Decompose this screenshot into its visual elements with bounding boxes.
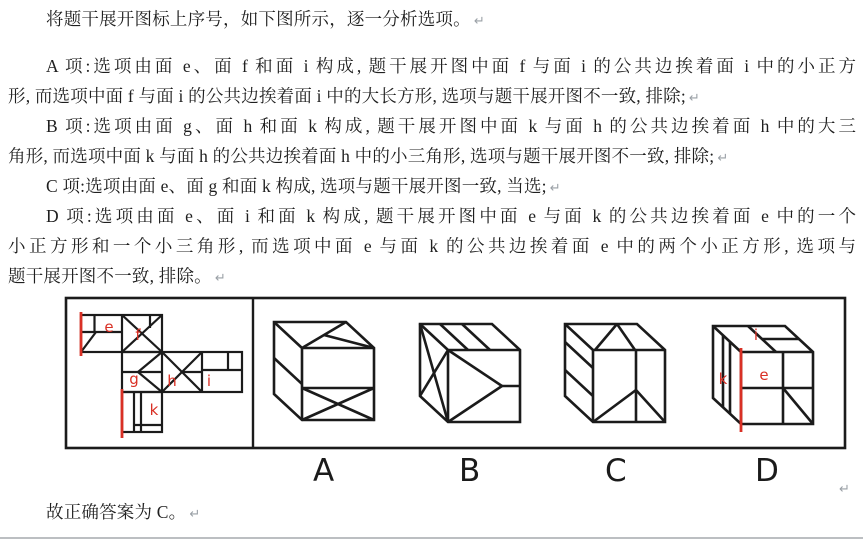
net-face-label-f: f: [135, 326, 141, 344]
puzzle-figure: [64, 296, 847, 450]
option-letter-a: A: [313, 453, 335, 489]
analysis-b-line1: B 项:选项由面 g、面 h 和面 k 构成, 题干展开图中面 k 与面 h 的公共边挨着面 h 中的大三: [46, 116, 856, 136]
figure-return-mark: ↵: [839, 482, 850, 497]
cube-option-a: [274, 322, 374, 420]
net-face-label-i: i: [206, 372, 212, 390]
paragraph-return-mark: ↵: [688, 91, 701, 106]
intro-line: [46, 8, 485, 33]
paragraph-return-mark: ↵: [189, 507, 201, 522]
bottom-divider-rule: [0, 537, 863, 539]
analysis-d-line2: 小正方形和一个小三角形, 而选项中面 e 与面 k 的公共边挨着面 e 中的两个小正方形, 选项与: [8, 236, 856, 256]
intro-text: 将题干展开图标上序号，如下图所示，逐一分析选项。: [46, 9, 471, 29]
net-face-label-g: g: [129, 370, 139, 388]
analysis-a-line2-text: 形, 而选项中面 f 与面 i 的公共边挨着面 i 中的大长方形, 选项与题干展开图不一致, 排除;: [8, 86, 686, 106]
analysis-a-line2: [8, 85, 700, 110]
paragraph-return-mark: ↵: [473, 14, 485, 29]
analysis-b-line2: [8, 145, 728, 170]
cube-option-b: [420, 324, 520, 422]
option-letter-d: D: [755, 453, 779, 489]
paragraph-return-mark: ↵: [717, 151, 729, 166]
cube-d-face-label-i: i: [753, 326, 759, 344]
analysis-d-line3-text: 题干展开图不一致, 排除。: [8, 266, 212, 286]
conclusion-text: 故正确答案为 C。: [46, 502, 187, 522]
net-face-label-h: h: [167, 372, 177, 390]
net-face-label-e: e: [104, 318, 114, 336]
option-letter-c: C: [605, 453, 627, 489]
analysis-b-line2-text: 角形, 而选项中面 k 与面 h 的公共边挨着面 h 中的小三角形, 选项与题干展开图不一致, 排除;: [8, 146, 715, 166]
cube-d-red-annotations: [719, 326, 769, 432]
analysis-d-line3: [8, 265, 226, 290]
analysis-c-line1: [46, 175, 561, 200]
cube-d-face-label-e: e: [759, 366, 769, 384]
paragraph-return-mark: ↵: [549, 181, 561, 196]
conclusion-line: [46, 501, 200, 526]
analysis-c-line1-text: C 项:选项由面 e、面 g 和面 k 构成, 选项与题干展开图一致, 当选;: [46, 176, 547, 196]
cube-option-c: [565, 324, 665, 422]
net-face-label-k: k: [149, 401, 159, 419]
paragraph-return-mark: ↵: [214, 271, 226, 286]
analysis-d-line1: D 项:选项由面 e、面 i 和面 k 构成, 题干展开图中面 e 与面 k 的公共边挨着面 e 中的一个: [46, 206, 856, 226]
option-letter-b: B: [459, 453, 481, 489]
analysis-a-line1: A 项:选项由面 e、面 f 和面 i 构成, 题干展开图中面 f 与面 i 的公共边挨着面 i 中的小正方: [46, 56, 856, 76]
cube-d-face-label-k: k: [718, 370, 728, 388]
